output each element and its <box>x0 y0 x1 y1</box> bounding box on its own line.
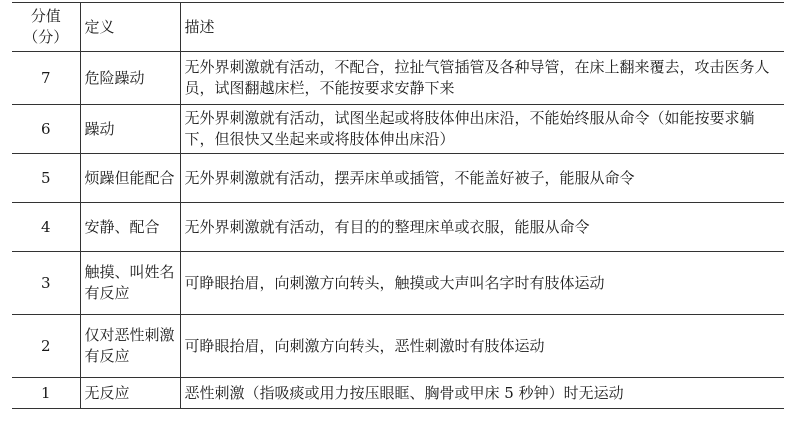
score-cell: 6 <box>40 119 51 138</box>
score-cell: 1 <box>40 383 51 402</box>
table-body <box>12 52 784 409</box>
description-cell: 可睁眼抬眉，向刺激方向转头，触摸或大声叫名字时有肢体运动 <box>180 252 784 315</box>
definition-cell: 触摸、叫姓名有反应 <box>80 252 180 315</box>
definition-cell: 危险躁动 <box>80 52 180 105</box>
description-cell: 恶性刺激（指吸痰或用力按压眼眶、胸骨或甲床 5 秒钟）时无运动 <box>180 378 784 409</box>
table-row <box>12 105 784 154</box>
score-cell: 4 <box>40 217 51 236</box>
description-cell: 无外界刺激就有活动，不配合，拉扯气管插管及各种导管，在床上翻来覆去，攻击医务人员，试图翻越床栏，不能按要求安静下来 <box>180 52 784 105</box>
table-row <box>12 203 784 252</box>
table-row <box>12 252 784 315</box>
description-cell: 无外界刺激就有活动，摆弄床单或插管，不能盖好被子，能服从命令 <box>180 154 784 203</box>
sedation-score-table <box>12 2 784 409</box>
header-score <box>12 3 80 52</box>
definition-cell: 无反应 <box>80 378 180 409</box>
definition-cell: 仅对恶性刺激有反应 <box>80 315 180 378</box>
header-description: 描述 <box>180 3 784 52</box>
score-cell: 7 <box>40 68 51 87</box>
description-cell: 无外界刺激就有活动，试图坐起或将肢体伸出床沿，不能始终服从命令（如能按要求躺下，但很快又坐起来或将肢体伸出床沿） <box>180 105 784 154</box>
table-row <box>12 52 784 105</box>
table-header <box>12 3 784 52</box>
definition-cell: 安静、配合 <box>80 203 180 252</box>
score-cell: 2 <box>40 336 51 355</box>
score-cell: 5 <box>40 168 51 187</box>
table-row <box>12 378 784 409</box>
definition-cell: 烦躁但能配合 <box>80 154 180 203</box>
header-score-line1: 分值 <box>30 7 61 25</box>
header-score-line2: （分） <box>23 28 69 46</box>
table-row <box>12 315 784 378</box>
table-row <box>12 154 784 203</box>
score-cell: 3 <box>40 273 51 292</box>
description-cell: 无外界刺激就有活动，有目的的整理床单或衣服，能服从命令 <box>180 203 784 252</box>
description-cell: 可睁眼抬眉，向刺激方向转头，恶性刺激时有肢体运动 <box>180 315 784 378</box>
header-definition: 定义 <box>80 3 180 52</box>
definition-cell: 躁动 <box>80 105 180 154</box>
header-row <box>12 3 784 52</box>
